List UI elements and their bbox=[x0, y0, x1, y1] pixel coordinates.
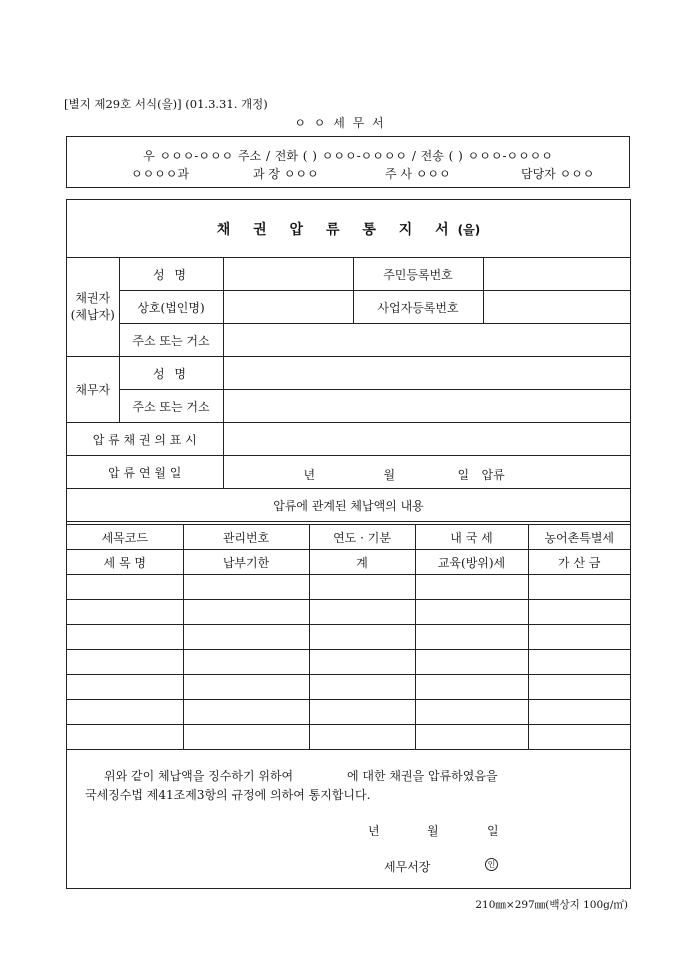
seizure-year: 년 bbox=[303, 468, 316, 482]
table-cell[interactable] bbox=[183, 725, 309, 750]
creditor-rrn-field[interactable] bbox=[483, 258, 630, 291]
notice-line-1b: 에 대한 채권을 압류하였음을 bbox=[347, 769, 498, 783]
table-cell[interactable] bbox=[67, 650, 183, 675]
creditor-rrn-label: 주민등록번호 bbox=[353, 258, 483, 291]
debtor-name-field[interactable] bbox=[223, 357, 630, 390]
form-title bbox=[67, 219, 630, 239]
debtor-address-field[interactable] bbox=[223, 390, 630, 423]
paper-spec: 210㎜×297㎜(백상지 100g/㎡) bbox=[475, 899, 628, 911]
table-cell[interactable] bbox=[67, 600, 183, 625]
table-cell[interactable] bbox=[67, 625, 183, 650]
delinquency-heading: 압류에 관계된 체납액의 내용 bbox=[67, 489, 630, 522]
table-cell[interactable] bbox=[309, 675, 415, 700]
table-cell[interactable] bbox=[67, 575, 183, 600]
header-education-tax: 교육(방위)세 bbox=[415, 550, 528, 575]
debtor-address-label: 주소 또는 거소 bbox=[119, 390, 223, 423]
table-cell[interactable] bbox=[528, 575, 630, 600]
header-tax-code: 세목코드 bbox=[67, 525, 183, 550]
table-cell[interactable] bbox=[309, 575, 415, 600]
seizure-suffix: 압류 bbox=[481, 468, 505, 482]
seizure-date-field[interactable] bbox=[223, 456, 630, 489]
table-cell[interactable] bbox=[415, 700, 528, 725]
table-cell[interactable] bbox=[528, 650, 630, 675]
form-title-main: 채 권 압 류 통 지 서 bbox=[216, 222, 458, 238]
creditor-company-field[interactable] bbox=[223, 291, 353, 324]
notice-line-1a: 위와 같이 체납액을 징수하기 위하여 bbox=[104, 769, 294, 783]
table-cell[interactable] bbox=[183, 675, 309, 700]
table-cell[interactable] bbox=[415, 625, 528, 650]
table-cell[interactable] bbox=[415, 650, 528, 675]
debtor-name-label: 성 명 bbox=[119, 357, 223, 390]
header-management-no: 관리번호 bbox=[183, 525, 309, 550]
creditor-brn-field[interactable] bbox=[483, 291, 630, 324]
table-cell[interactable] bbox=[309, 600, 415, 625]
notice-month: 월 bbox=[427, 824, 439, 838]
table-cell[interactable] bbox=[183, 600, 309, 625]
notice-line-2: 국세징수법 제41조제3항의 규정에 의하여 통지합니다. bbox=[85, 788, 371, 802]
table-cell[interactable] bbox=[183, 650, 309, 675]
header-rural-special-tax: 농어촌특별세 bbox=[528, 525, 630, 550]
table-row bbox=[67, 725, 630, 750]
table-cell[interactable] bbox=[528, 675, 630, 700]
seizure-day: 일 bbox=[457, 468, 470, 482]
form-reference: [별지 제29호 서식(을)] (01.3.31. 개정) bbox=[64, 97, 268, 111]
table-cell[interactable] bbox=[415, 600, 528, 625]
table-cell[interactable] bbox=[528, 625, 630, 650]
debtor-section-label: 채무자 bbox=[67, 357, 119, 423]
table-row bbox=[67, 675, 630, 700]
creditor-name-field[interactable] bbox=[223, 258, 353, 291]
creditor-address-label: 주소 또는 거소 bbox=[119, 324, 223, 357]
header-tax-name: 세 목 명 bbox=[67, 550, 183, 575]
table-cell[interactable] bbox=[309, 725, 415, 750]
header-year-period: 연도 · 기분 bbox=[309, 525, 415, 550]
table-row bbox=[67, 650, 630, 675]
header-total: 계 bbox=[309, 550, 415, 575]
party-info-table bbox=[67, 257, 630, 522]
table-cell[interactable] bbox=[415, 575, 528, 600]
table-cell[interactable] bbox=[67, 700, 183, 725]
signer-title: 세무서장 bbox=[384, 860, 431, 874]
table-row bbox=[67, 600, 630, 625]
table-cell[interactable] bbox=[183, 700, 309, 725]
creditor-name-label: 성 명 bbox=[119, 258, 223, 291]
table-cell[interactable] bbox=[183, 575, 309, 600]
seized-claim-field[interactable] bbox=[223, 423, 630, 456]
department: ㅇㅇㅇㅇ과 bbox=[131, 167, 189, 181]
notice-day: 일 bbox=[487, 824, 499, 838]
seizure-date-label: 압 류 연 월 일 bbox=[67, 456, 223, 489]
table-cell[interactable] bbox=[309, 700, 415, 725]
table-cell[interactable] bbox=[183, 625, 309, 650]
delinquency-header-row-1 bbox=[67, 525, 630, 550]
table-cell[interactable] bbox=[309, 625, 415, 650]
table-cell[interactable] bbox=[309, 650, 415, 675]
creditor-section-label: 채권자 (체납자) bbox=[67, 258, 119, 357]
delinquency-table bbox=[67, 524, 630, 750]
table-row bbox=[67, 575, 630, 600]
table-cell[interactable] bbox=[415, 675, 528, 700]
seal-icon bbox=[485, 857, 498, 871]
creditor-brn-label: 사업자등록번호 bbox=[353, 291, 483, 324]
person-in-charge: 담당자 ㅇㅇㅇ bbox=[521, 167, 595, 181]
notice-year: 년 bbox=[368, 824, 380, 838]
header-due-date: 납부기한 bbox=[183, 550, 309, 575]
header-domestic-tax: 내 국 세 bbox=[415, 525, 528, 550]
address-phone-fax-line: 우 ㅇㅇㅇ-ㅇㅇㅇ 주소 / 전화 ( ) ㅇㅇㅇ-ㅇㅇㅇㅇ / 전송 ( ) ㅇㅇㅇ-ㅇㅇㅇㅇ bbox=[143, 149, 553, 163]
contact-info-box bbox=[66, 136, 630, 188]
table-cell[interactable] bbox=[528, 725, 630, 750]
table-row bbox=[67, 625, 630, 650]
table-cell[interactable] bbox=[528, 600, 630, 625]
delinquency-header-row-2 bbox=[67, 550, 630, 575]
table-cell[interactable] bbox=[415, 725, 528, 750]
notice-form bbox=[66, 199, 631, 889]
table-cell[interactable] bbox=[67, 725, 183, 750]
section-chief: 과 장 ㅇㅇㅇ bbox=[253, 167, 319, 181]
creditor-company-label: 상호(법인명) bbox=[119, 291, 223, 324]
seal-mark: 인 bbox=[485, 858, 498, 871]
table-cell[interactable] bbox=[67, 675, 183, 700]
table-row bbox=[67, 700, 630, 725]
seized-claim-label: 압 류 채 권 의 표 시 bbox=[67, 423, 223, 456]
tax-office-name: ㅇ ㅇ 세 무 서 bbox=[294, 116, 386, 130]
form-title-suffix: (을) bbox=[457, 223, 481, 237]
creditor-address-field[interactable] bbox=[223, 324, 630, 357]
seizure-month: 월 bbox=[383, 468, 396, 482]
table-cell[interactable] bbox=[528, 700, 630, 725]
officer: 주 사 ㅇㅇㅇ bbox=[385, 167, 451, 181]
header-penalty: 가 산 금 bbox=[528, 550, 630, 575]
